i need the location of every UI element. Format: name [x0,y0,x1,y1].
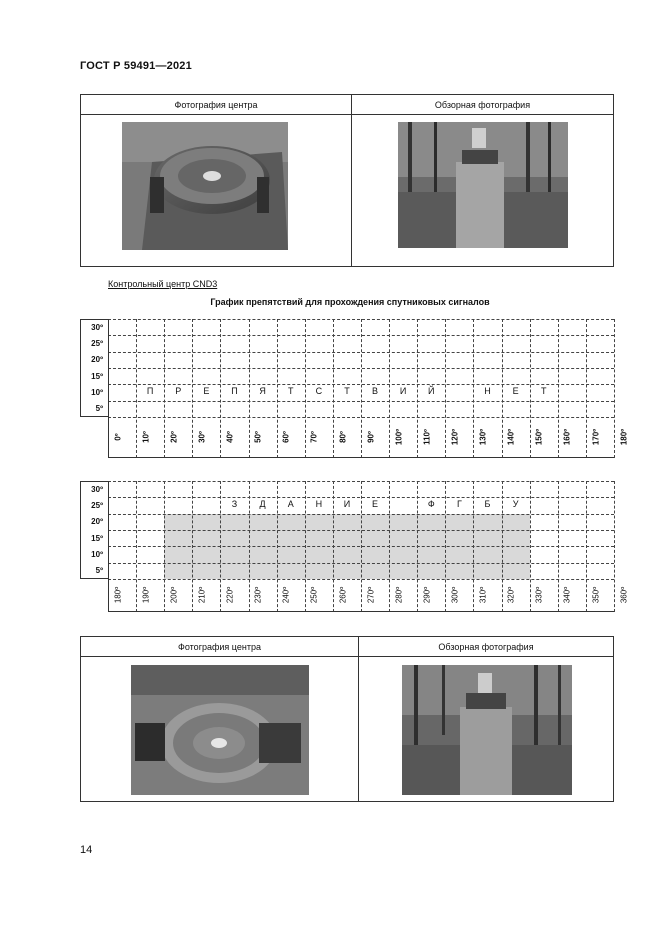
obstacle-chart-0-180 [80,319,629,458]
elevation-label: 25º [91,338,103,348]
azimuth-label-text: 50º [253,431,263,444]
azimuth-label [307,419,322,456]
azimuth-label-text: 280º [394,587,404,604]
chart-bottom-line [108,611,614,612]
grid-col-line [586,319,587,458]
azimuth-label-text: 160º [562,429,572,446]
obstacle-grid [108,319,614,417]
azimuth-label [616,581,631,610]
annotation-letter: П [146,386,154,397]
elevation-label: 20º [91,355,103,365]
azimuth-label [166,419,181,456]
azimuth-label [504,581,519,610]
azimuth-label-text: 140º [506,429,516,446]
annotation-letter: В [372,386,379,397]
document-header: ГОСТ Р 59491—2021 [80,60,192,72]
elevation-label: 10º [91,549,103,559]
annotation-letter: И [343,499,351,510]
azimuth-label-text: 360º [619,587,629,604]
azimuth-label [166,581,181,610]
azimuth-label [363,581,378,610]
annotation-letter: Е [372,499,379,510]
azimuth-label [363,419,378,456]
annotation-letter: Т [344,386,350,397]
azimuth-label [532,419,547,456]
annotation-letter: С [315,386,323,397]
azimuth-label-text: 290º [422,587,432,604]
grid-col-line [558,481,559,612]
photo-table-bottom [80,636,614,802]
photo-cell-overview-bottom [358,637,613,801]
grid-col-line [586,481,587,612]
annotation-letter: Т [540,386,547,397]
azimuth-label-text: 250º [309,587,319,604]
photo-caption-overview: Обзорная фотография [352,95,613,115]
chart-bottom-line [108,457,614,458]
azimuth-label [616,419,631,456]
azimuth-label [391,419,406,456]
annotation-letter: Р [175,386,182,397]
photo-caption-center-bottom: Фотография центра [81,637,358,657]
azimuth-label-text: 330º [534,587,544,604]
azimuth-label [532,581,547,610]
photo-cell-center [81,95,351,266]
azimuth-label [475,581,490,610]
azimuth-label [138,419,153,456]
azimuth-label [419,419,434,456]
azimuth-label-text: 150º [534,429,544,446]
elevation-label: 25º [91,500,103,510]
azimuth-label [419,581,434,610]
azimuth-label-text: 310º [478,587,488,604]
azimuth-label [447,581,462,610]
azimuth-label-text: 10º [141,431,151,444]
azimuth-label-text: 30º [197,431,207,444]
azimuth-label [194,419,209,456]
annotation-letter: Б [484,499,491,510]
azimuth-label-text: 240º [281,587,291,604]
azimuth-label-text: 200º [169,587,179,604]
azimuth-label-text: 100º [394,429,404,446]
azimuth-label [335,581,350,610]
azimuth-label-text: 40º [225,431,235,444]
azimuth-label-text: 130º [478,429,488,446]
grid-col-line [614,481,615,612]
azimuth-label-text: 70º [309,431,319,444]
photo-caption-center: Фотография центра [81,95,351,115]
annotation-letter: З [231,499,238,510]
center-photo [122,122,288,250]
elevation-label: 15º [91,371,103,381]
photo-cell-center-bottom [81,637,358,801]
azimuth-label-text: 260º [338,587,348,604]
azimuth-label-text: 90º [366,431,376,444]
azimuth-label-text: 80º [338,431,348,444]
elevation-label: 10º [91,387,103,397]
azimuth-label-text: 300º [450,587,460,604]
page-number: 14 [80,844,93,856]
azimuth-label [279,419,294,456]
elevation-label: 5º [95,566,103,576]
azimuth-label-text: 120º [450,429,460,446]
annotation-letter: У [512,499,519,510]
azimuth-label-text: 230º [253,587,263,604]
annotation-letter: Ф [427,499,435,510]
chart-left-line [108,481,109,612]
photo-table-top [80,94,614,267]
grid-col-line [192,481,193,612]
photo-cell-overview [351,95,613,266]
azimuth-label [307,581,322,610]
grid-col-line [164,481,165,612]
grid-col-line [136,481,137,612]
azimuth-label-text: 320º [506,587,516,604]
grid-col-line [614,319,615,458]
elevation-label: 5º [95,404,103,414]
annotation-letter: Д [259,499,266,510]
annotation-letter: Н [484,386,491,397]
overview-photo-bottom [402,665,572,795]
azimuth-label-text: 210º [197,587,207,604]
annotation-letter: Н [315,499,323,510]
grid-col-line [445,319,446,458]
center-photo-bottom [131,665,309,795]
azimuth-label [222,419,237,456]
annotation-letter: Й [428,386,435,397]
obstacle-chart-180-360 [80,481,629,612]
grid-col-line [558,319,559,458]
annotation-letter: А [287,499,294,510]
azimuth-label-text: 180º [619,429,629,446]
azimuth-label [251,419,266,456]
annotation-letter: Е [203,386,210,397]
control-center-title: Контрольный центр CND3 [108,279,218,289]
azimuth-label-text: 190º [141,587,151,604]
azimuth-label-text: 0º [113,433,123,442]
annotation-letter: П [231,386,238,397]
elevation-label: 20º [91,517,103,527]
azimuth-label [222,581,237,610]
azimuth-label [504,419,519,456]
annotation-letter: И [399,386,407,397]
azimuth-label [251,581,266,610]
annotation-letter: Т [287,386,294,397]
azimuth-label [110,581,125,610]
azimuth-label [110,419,125,456]
azimuth-label [194,581,209,610]
azimuth-label [279,581,294,610]
azimuth-label [560,581,575,610]
grid-col-line [530,481,531,612]
azimuth-label [335,419,350,456]
chart-title: График препятствий для прохождения спутниковых сигналов [210,297,490,307]
photo-caption-overview-bottom: Обзорная фотография [359,637,613,657]
annotation-letter: Г [456,499,462,510]
azimuth-label [475,419,490,456]
azimuth-label-text: 220º [225,587,235,604]
azimuth-label-text: 350º [591,587,601,604]
azimuth-label-text: 20º [169,431,179,444]
elevation-label: 15º [91,533,103,543]
annotation-letter: Е [512,386,519,397]
azimuth-label [391,581,406,610]
azimuth-label-text: 170º [591,429,601,446]
azimuth-label [138,581,153,610]
elevation-label: 30º [91,322,103,332]
annotation-letter: Я [259,386,266,397]
azimuth-label-text: 340º [562,587,572,604]
azimuth-label [560,419,575,456]
obstacle-grid [108,481,614,579]
azimuth-label [447,419,462,456]
grid-col-line [389,481,390,612]
azimuth-label-text: 270º [366,587,376,604]
azimuth-label [588,419,603,456]
overview-photo [398,122,568,248]
azimuth-label-text: 110º [422,429,432,446]
azimuth-label-text: 60º [281,431,291,444]
azimuth-label-text: 180º [113,587,123,604]
azimuth-label [588,581,603,610]
chart-left-line [108,319,109,458]
elevation-label: 30º [91,484,103,494]
